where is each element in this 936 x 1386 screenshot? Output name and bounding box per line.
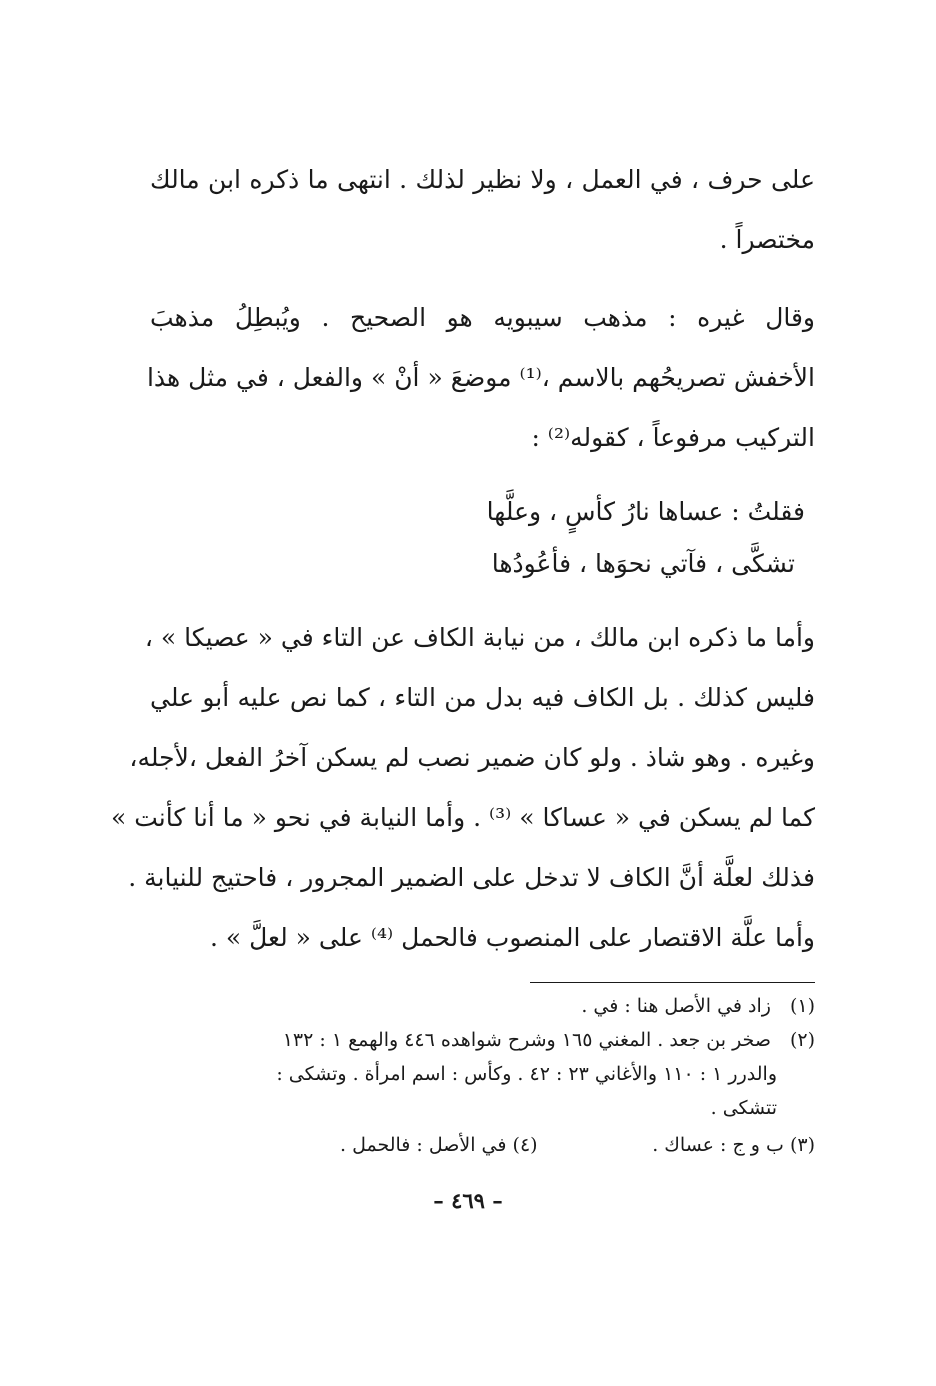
footnote-1 <box>150 989 815 1023</box>
footnote-number: (٣) <box>789 1134 815 1156</box>
footnote-number: (١) <box>789 995 815 1017</box>
verse-second-hemistich: تشكَّى ، فآتي نحوَها ، فأعُودُها <box>491 549 795 578</box>
footnote-4 <box>340 1125 538 1165</box>
text-line: فذلك لعلَّة أنَّ الكاف لا تدخل على الضمير المجرور ، فاحتيج للنيابة . <box>128 863 815 892</box>
footnote-3 <box>652 1125 815 1165</box>
text-line: مختصراً . <box>719 225 815 254</box>
footnote-number: (٤) <box>512 1134 538 1156</box>
text-line: التركيب مرفوعاً ، كقوله⁽²⁾ : <box>531 423 815 452</box>
text-line: وقال غيره : مذهب سيبويه هو الصحيح . ويُبطِلُ مذهبَ <box>150 303 815 332</box>
footnote-2 <box>150 1023 815 1057</box>
footnote-text: في الأصل : فالحمل . <box>340 1134 507 1156</box>
page-body <box>110 150 815 1165</box>
footnote-2-continuation: تتشكى . <box>710 1097 777 1119</box>
paragraph-2 <box>146 288 815 468</box>
paragraph-1 <box>150 150 815 270</box>
footnotes <box>150 989 815 1165</box>
page-number: – ٤٦٩ – <box>433 1188 503 1213</box>
text-line: وأما ما ذكره ابن مالك ، من نيابة الكاف عن التاء في « عصيكا » ، <box>144 623 815 652</box>
footnote-text: زاد في الأصل هنا : في . <box>581 995 771 1017</box>
paragraph-3 <box>110 608 815 968</box>
footnotes-3-4-row <box>150 1125 815 1165</box>
text-line: كما لم يسكن في « عساكا » ⁽³⁾ . وأما النيابة في نحو « ما أنا كأنت » <box>110 803 815 832</box>
footnote-text: صخر بن جعد . المغني ١٦٥ وشرح شواهده ٤٤٦ والهمع ١ : ١٣٢ <box>282 1029 771 1051</box>
poetry-verse <box>150 486 815 590</box>
verse-first-hemistich: فقلتُ : عساها نارُ كأسٍ ، وعلَّها <box>486 497 805 526</box>
footnote-text: ب و ج : عساك . <box>652 1134 784 1156</box>
text-line: فليس كذلك . بل الكاف فيه بدل من التاء ، كما نص عليه أبو علي <box>150 683 815 712</box>
text-line: وغيره . وهو شاذ . ولو كان ضمير نصب لم يسكن آخرُ الفعل ،لأجله، <box>129 743 815 772</box>
text-line: على حرف ، في العمل ، ولا نظير لذلك . انتهى ما ذكره ابن مالك <box>150 165 815 194</box>
footnote-number: (٢) <box>789 1029 815 1051</box>
footnote-divider <box>530 982 815 983</box>
text-line: الأخفش تصريحُهم بالاسم ،⁽¹⁾ موضعَ « أنْ » والفعل ، في مثل هذا <box>146 363 815 392</box>
text-line: وأما علَّة الاقتصار على المنصوب فالحمل ⁽⁴⁾ على « لعلَّ » . <box>209 923 815 952</box>
footnote-2-continuation: والدرر ١ : ١١٠ والأغاني ٢٣ : ٤٢ . وكأس : اسم امرأة . وتشكى : <box>276 1063 777 1085</box>
